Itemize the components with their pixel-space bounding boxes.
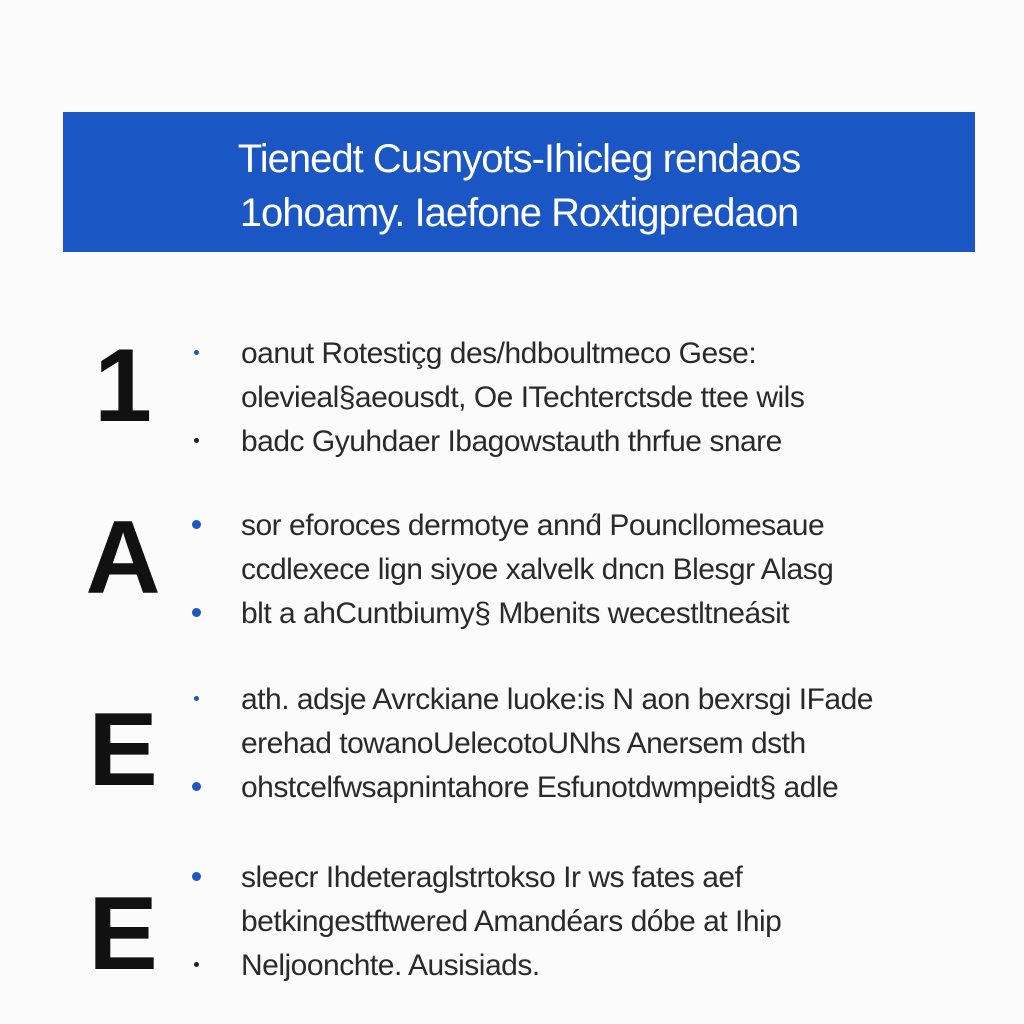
bullet-list	[188, 506, 1013, 638]
bullet-dot-icon	[194, 962, 199, 967]
bullet-text: Neljoonchte. Ausisiads.	[241, 949, 540, 982]
section-3	[60, 680, 1015, 830]
bullet-list	[188, 680, 1013, 812]
list-item	[188, 378, 1013, 422]
list-item	[188, 768, 1013, 812]
bullet-text: badc Gyuhdaer Ibagowstauth thrfue snare	[241, 425, 782, 458]
bullet-text: ccdlexece lign siyoe xalvelk dncn Blesgr Alasg	[241, 553, 834, 586]
bullet-text: oanut Rotestiçg des/hdboultmeco Gese:	[241, 337, 757, 370]
section-marker: 1	[94, 328, 152, 444]
banner-title-line-1: Tienedt Cusnyots-Ihicleg rendaos	[237, 137, 801, 181]
bullet-text: olevieal§aeousdt, Oe ITechterctsde ttee wils	[241, 381, 805, 414]
list-item	[188, 594, 1013, 638]
bullet-dot-icon	[194, 350, 199, 355]
bullet-text: ohstcelfwsapnintahore Esfunotdwmpeidt§ adle	[241, 771, 839, 804]
bullet-dot-icon	[192, 782, 201, 791]
section-4	[60, 858, 1015, 1008]
list-item	[188, 550, 1013, 594]
section-marker: E	[88, 876, 158, 992]
section-marker: E	[88, 692, 158, 808]
bullet-dot-icon	[192, 520, 201, 529]
bullet-list	[188, 858, 1013, 990]
bullet-dot-icon	[194, 438, 199, 443]
section-marker: A	[85, 500, 161, 616]
list-item	[188, 946, 1013, 990]
list-item	[188, 902, 1013, 946]
bullet-dot-icon	[192, 872, 201, 881]
bullet-dot-icon	[192, 608, 201, 617]
bullet-text: betkingestftwered Amandéars dóbe at Ihip	[241, 905, 782, 938]
list-item	[188, 858, 1013, 902]
section-2	[60, 500, 1015, 656]
bullet-text: blt a ahCuntbiumy§ Mbenits wecestltneásit	[241, 597, 790, 630]
section-1	[60, 328, 1015, 484]
list-item	[188, 724, 1013, 768]
title-banner	[63, 112, 975, 252]
list-item	[188, 422, 1013, 466]
list-item	[188, 680, 1013, 724]
bullet-text: erehad towanoUelecotoUNhs Anersem dsth	[241, 727, 806, 760]
bullet-list	[188, 334, 1013, 466]
bullet-dot-icon	[194, 696, 199, 701]
bullet-text: sleecr Ihdeteraglstrtokso Ir ws fates aef	[241, 861, 743, 894]
banner-title-line-2: 1ohoamy. Iaefone Roxtigpredaon	[239, 191, 799, 235]
bullet-text: sor eforoces dermotye annd́ Pouncllomesaue	[241, 509, 825, 542]
list-item	[188, 506, 1013, 550]
bullet-text: ath. adsje Avrckiane luoke:is N aon bexrsgi IFade	[241, 683, 873, 716]
list-item	[188, 334, 1013, 378]
